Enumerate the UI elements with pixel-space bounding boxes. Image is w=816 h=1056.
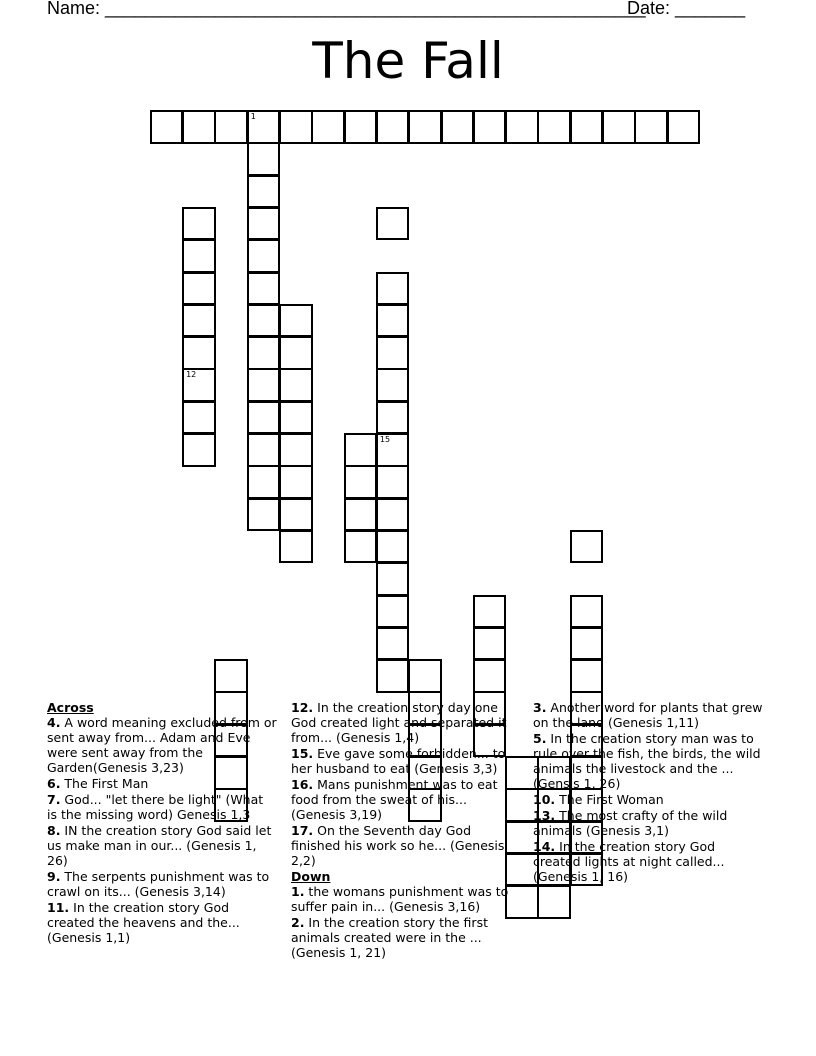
down-clue — [533, 731, 763, 791]
across-clue — [47, 900, 277, 945]
clue-number-label: 15. — [291, 746, 314, 761]
grid-cell[interactable] — [344, 498, 378, 532]
clue-text: In the creation story God created lights at night called... (Genesis 1, 16) — [533, 839, 725, 884]
name-field-label[interactable]: Name: ______________________________________________________ — [47, 0, 646, 18]
across-clue — [47, 869, 277, 899]
grid-cell[interactable] — [311, 110, 345, 144]
grid-cell[interactable] — [344, 465, 378, 499]
grid-cell[interactable] — [279, 433, 313, 467]
grid-cell[interactable] — [570, 595, 604, 629]
grid-cell[interactable] — [408, 110, 442, 144]
grid-cell[interactable] — [376, 272, 410, 306]
across-clue — [291, 746, 516, 776]
grid-cell[interactable] — [279, 110, 313, 144]
grid-cell[interactable] — [570, 530, 604, 564]
clue-text: the womans punishment was to suffer pain in... (Genesis 3,16) — [291, 884, 509, 914]
clues-column-1 — [47, 700, 277, 946]
grid-cell[interactable] — [182, 433, 216, 467]
clue-number-label: 4. — [47, 715, 61, 730]
down-clue — [533, 808, 763, 838]
grid-cell[interactable] — [182, 401, 216, 435]
clue-number-label: 9. — [47, 869, 61, 884]
grid-cell[interactable] — [279, 304, 313, 338]
grid-cell[interactable] — [570, 627, 604, 661]
grid-cell[interactable] — [376, 627, 410, 661]
grid-cell[interactable] — [376, 368, 410, 402]
grid-cell[interactable] — [182, 336, 216, 370]
down-clue-list-cont — [533, 700, 763, 884]
grid-cell[interactable] — [214, 110, 248, 144]
clue-number-label: 1. — [291, 884, 305, 899]
grid-cell[interactable] — [182, 368, 216, 402]
grid-cell[interactable] — [570, 110, 604, 144]
down-clue — [291, 915, 516, 960]
clue-number-label: 2. — [291, 915, 305, 930]
clue-text: Eve gave some forbidden... to her husband to eat (Genesis 3,3) — [291, 746, 506, 776]
grid-cell[interactable] — [279, 498, 313, 532]
down-clue-list — [291, 884, 516, 960]
down-clue — [533, 839, 763, 884]
grid-cell[interactable] — [537, 885, 571, 919]
clue-number-label: 10. — [533, 792, 556, 807]
across-clue — [291, 823, 516, 868]
clue-number: 15 — [379, 435, 391, 444]
clue-number-label: 5. — [533, 731, 547, 746]
grid-cell[interactable] — [376, 433, 410, 467]
grid-cell[interactable] — [247, 401, 281, 435]
grid-cell[interactable] — [247, 272, 281, 306]
grid-cell[interactable] — [279, 368, 313, 402]
clue-number-label: 17. — [291, 823, 314, 838]
clue-text: The most crafty of the wild animals (Genesis 3,1) — [533, 808, 728, 838]
grid-cell[interactable] — [376, 498, 410, 532]
grid-cell[interactable] — [441, 110, 475, 144]
grid-cell[interactable] — [247, 207, 281, 241]
page-title: The Fall — [312, 32, 504, 90]
grid-cell[interactable] — [667, 110, 701, 144]
grid-cell[interactable] — [376, 110, 410, 144]
clue-text: On the Seventh day God finished his work so he... (Genesis 2,2) — [291, 823, 505, 868]
clue-number: 1 — [250, 112, 256, 121]
across-heading: Across — [47, 700, 94, 715]
clue-number-label: 8. — [47, 823, 61, 838]
clue-text: The First Man — [60, 776, 149, 791]
grid-cell[interactable] — [376, 659, 410, 693]
grid-cell[interactable] — [182, 110, 216, 144]
down-clue — [533, 792, 763, 807]
grid-cell[interactable] — [376, 401, 410, 435]
across-clue — [291, 777, 516, 822]
clues-column-3 — [533, 700, 763, 885]
grid-cell[interactable] — [182, 207, 216, 241]
clue-text: God... "let there be light" (What is the missing word) Genesis 1,3 — [47, 792, 264, 822]
across-clue — [47, 792, 277, 822]
grid-cell[interactable] — [473, 659, 507, 693]
grid-cell[interactable] — [247, 465, 281, 499]
clue-text: In the creation story day one God created light and separated it from... (Genesis 1,4) — [291, 700, 507, 745]
grid-cell[interactable] — [344, 433, 378, 467]
across-clue-list-cont — [291, 700, 516, 868]
clue-number: 12 — [186, 370, 197, 380]
clue-number-label: 14. — [533, 839, 556, 854]
clue-number-label: 3. — [533, 700, 547, 715]
grid-cell[interactable] — [602, 110, 636, 144]
clue-number-label: 13. — [533, 808, 556, 823]
grid-cell[interactable] — [182, 272, 216, 306]
clue-text: The First Woman — [555, 792, 664, 807]
grid-cell[interactable] — [182, 304, 216, 338]
clue-number-label: 7. — [47, 792, 61, 807]
grid-cell[interactable] — [473, 110, 507, 144]
grid-cell[interactable] — [376, 336, 410, 370]
grid-cell[interactable] — [247, 110, 281, 144]
grid-cell[interactable] — [344, 110, 378, 144]
clue-text: In the creation story man was to rule over the fish, the birds, the wild animals the livestock and the ... (Gensis 1, 26) — [533, 731, 761, 791]
clue-text: The serpents punishment was to crawl on its... (Genesis 3,14) — [47, 869, 270, 899]
grid-cell[interactable] — [376, 207, 410, 241]
grid-cell[interactable] — [214, 659, 248, 693]
grid-cell[interactable] — [570, 659, 604, 693]
grid-cell[interactable] — [247, 239, 281, 273]
grid-cell[interactable] — [247, 142, 281, 176]
down-clue — [291, 884, 516, 914]
across-clue — [47, 715, 277, 775]
grid-cell[interactable] — [473, 595, 507, 629]
grid-cell[interactable] — [247, 175, 281, 209]
grid-cell[interactable] — [376, 304, 410, 338]
grid-cell[interactable] — [247, 368, 281, 402]
clue-number-label: 12. — [291, 700, 314, 715]
clue-text: IN the creation story God said let us make man in our... (Genesis 1, 26) — [47, 823, 272, 868]
grid-cell[interactable] — [247, 336, 281, 370]
grid-cell[interactable] — [279, 401, 313, 435]
clue-number-label: 6. — [47, 776, 61, 791]
clue-text: A word meaning excluded from or sent away from... Adam and Eve were sent away from the Garden(Genesis 3,23) — [47, 715, 277, 775]
grid-cell[interactable] — [247, 304, 281, 338]
grid-cell[interactable] — [279, 530, 313, 564]
clue-text: Mans punishment was to eat food from the sweat of his... (Genesis 3,19) — [291, 777, 498, 822]
grid-cell[interactable] — [279, 465, 313, 499]
grid-cell[interactable] — [537, 110, 571, 144]
grid-cell[interactable] — [473, 627, 507, 661]
grid-cell[interactable] — [279, 336, 313, 370]
across-clue — [291, 700, 516, 745]
clue-text: Another word for plants that grew on the land (Genesis 1,11) — [533, 700, 763, 730]
clue-number-label: 16. — [291, 777, 314, 792]
grid-cell[interactable] — [247, 433, 281, 467]
grid-cell[interactable] — [247, 498, 281, 532]
across-clue-list — [47, 715, 277, 945]
clue-text: In the creation story God created the heavens and the... (Genesis 1,1) — [47, 900, 240, 945]
grid-cell[interactable] — [634, 110, 668, 144]
grid-cell[interactable] — [344, 530, 378, 564]
grid-cell[interactable] — [376, 562, 410, 596]
grid-cell[interactable] — [376, 465, 410, 499]
across-clue — [47, 776, 277, 791]
grid-cell[interactable] — [182, 239, 216, 273]
date-field-label[interactable]: Date: _______ — [627, 0, 746, 18]
grid-cell[interactable] — [408, 659, 442, 693]
grid-cell[interactable] — [376, 530, 410, 564]
clue-number-label: 11. — [47, 900, 70, 915]
across-clue — [47, 823, 277, 868]
clues-column-2 — [291, 700, 516, 961]
grid-cell[interactable] — [505, 110, 539, 144]
grid-cell[interactable] — [150, 110, 184, 144]
down-clue — [533, 700, 763, 730]
down-heading: Down — [291, 869, 331, 884]
clue-text: In the creation story the first animals created were in the ... (Genesis 1, 21) — [291, 915, 488, 960]
grid-cell[interactable] — [376, 595, 410, 629]
